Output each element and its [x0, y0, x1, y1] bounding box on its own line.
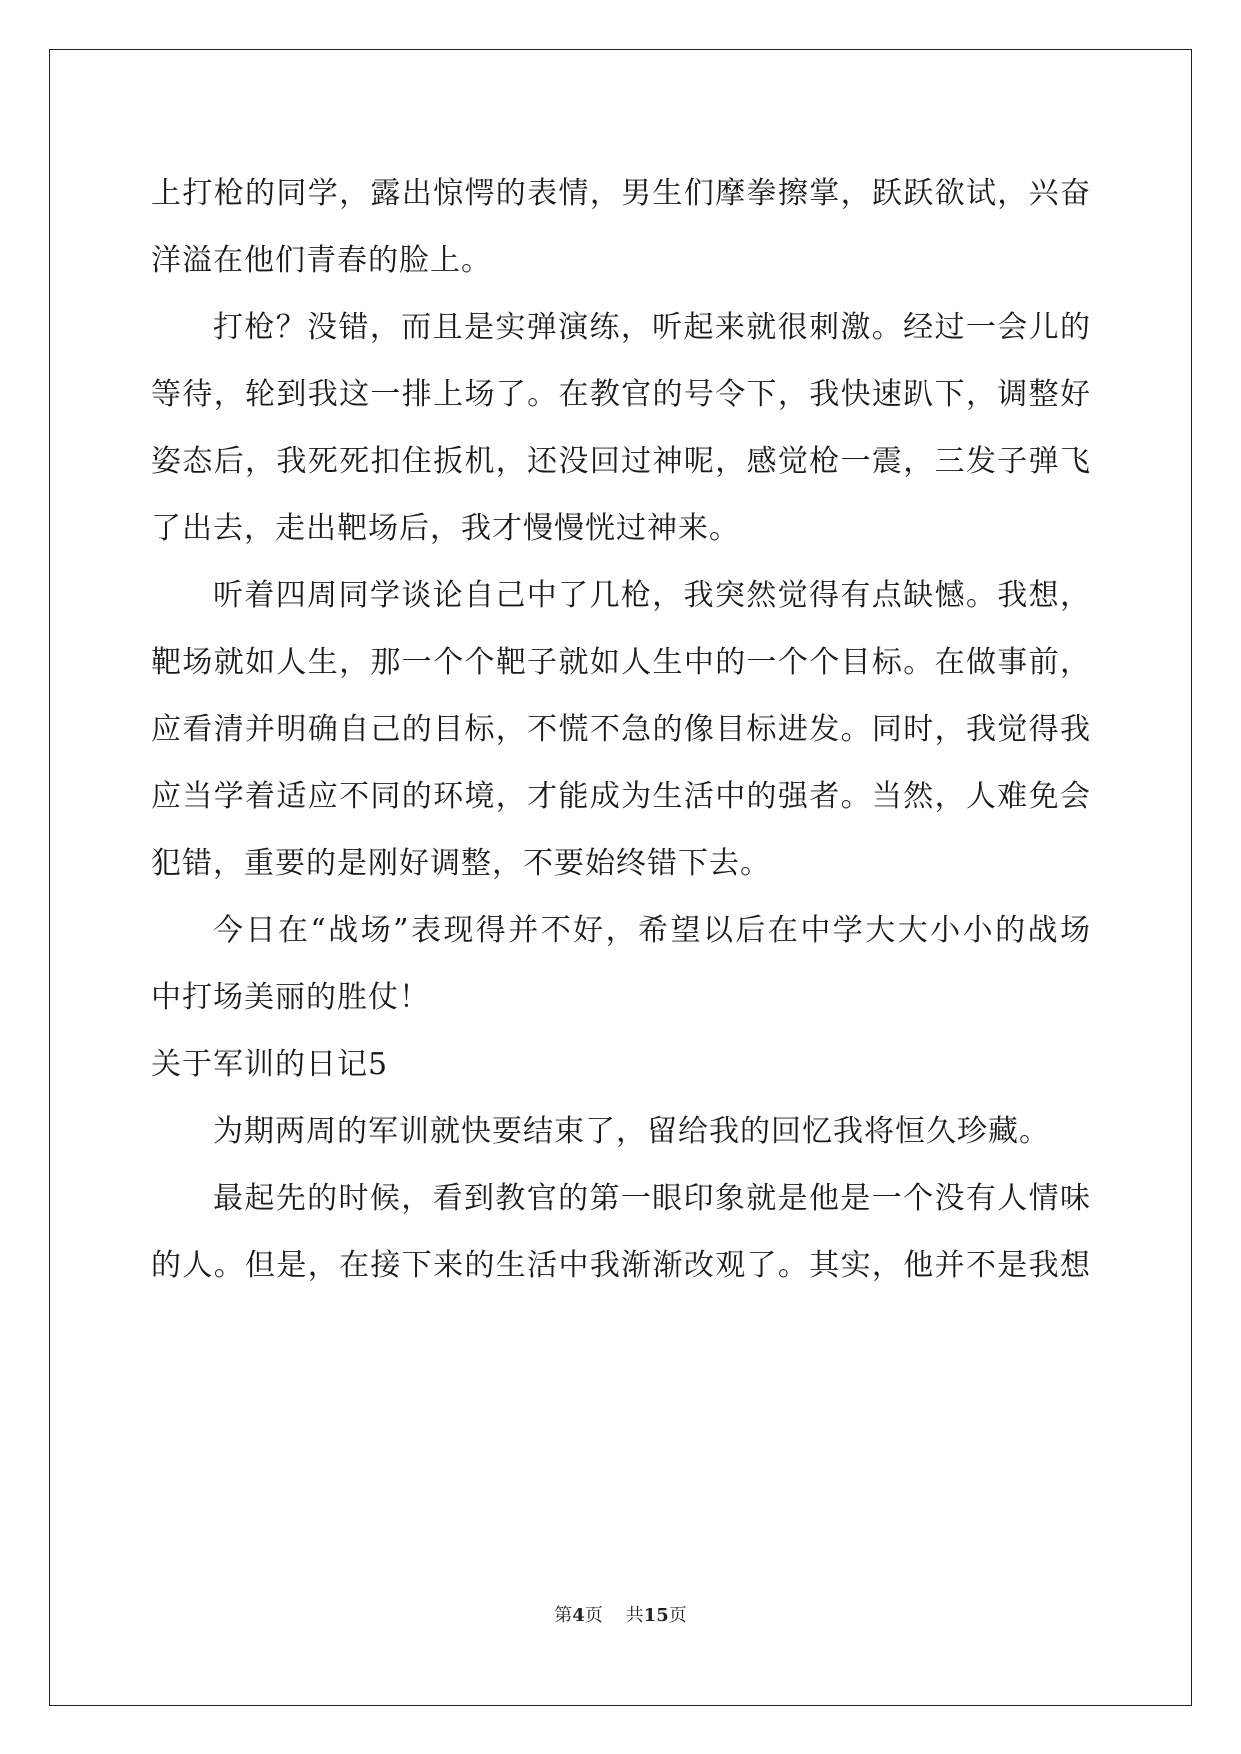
page-number: 4 [572, 1605, 585, 1626]
text-line: 姿态后，我死死扣住扳机，还没回过神呢，感觉枪一震，三发子弹飞 [151, 444, 1091, 479]
text-line: 应当学着适应不同的环境，才能成为生活中的强者。当然，人难免会 [151, 779, 1091, 814]
page-suffix: 页 [584, 1605, 603, 1626]
text-line: 听着四周同学谈论自己中了几枪，我突然觉得有点缺憾。我想， [213, 578, 1091, 613]
total-suffix: 页 [668, 1605, 687, 1626]
text-line: 最起先的时候，看到教官的第一眼印象就是他是一个没有人情味 [213, 1181, 1091, 1216]
text-line: 靶场就如人生，那一个个靶子就如人生中的一个个目标。在做事前， [151, 645, 1091, 680]
document-body [151, 160, 1091, 1299]
total-pages: 15 [643, 1605, 669, 1626]
total-prefix: 共 [625, 1605, 644, 1626]
text-line: 洋溢在他们青春的脸上。 [151, 243, 492, 278]
text-line: 打枪？没错，而且是实弹演练，听起来就很刺激。经过一会儿的 [213, 310, 1091, 345]
text-line: 上打枪的同学，露出惊愕的表情，男生们摩拳擦掌，跃跃欲试，兴奋 [151, 176, 1091, 211]
text-line: 犯错，重要的是刚好调整，不要始终错下去。 [151, 846, 771, 881]
page-prefix: 第 [554, 1605, 573, 1626]
section-heading: 关于军训的日记5 [151, 1047, 389, 1082]
page-footer [0, 1604, 1241, 1628]
text-line: 的人。但是，在接下来的生活中我渐渐改观了。其实，他并不是我想 [151, 1248, 1091, 1283]
text-line: 中打场美丽的胜仗！ [151, 980, 430, 1015]
text-line: 今日在“战场”表现得并不好，希望以后在中学大大小小的战场 [213, 913, 1091, 948]
text-line: 为期两周的军训就快要结束了，留给我的回忆我将恒久珍藏。 [213, 1114, 1050, 1149]
text-line: 等待，轮到我这一排上场了。在教官的号令下，我快速趴下，调整好 [151, 377, 1091, 412]
text-line: 了出去，走出靶场后，我才慢慢恍过神来。 [151, 511, 740, 546]
text-line: 应看清并明确自己的目标，不慌不急的像目标进发。同时，我觉得我 [151, 712, 1091, 747]
